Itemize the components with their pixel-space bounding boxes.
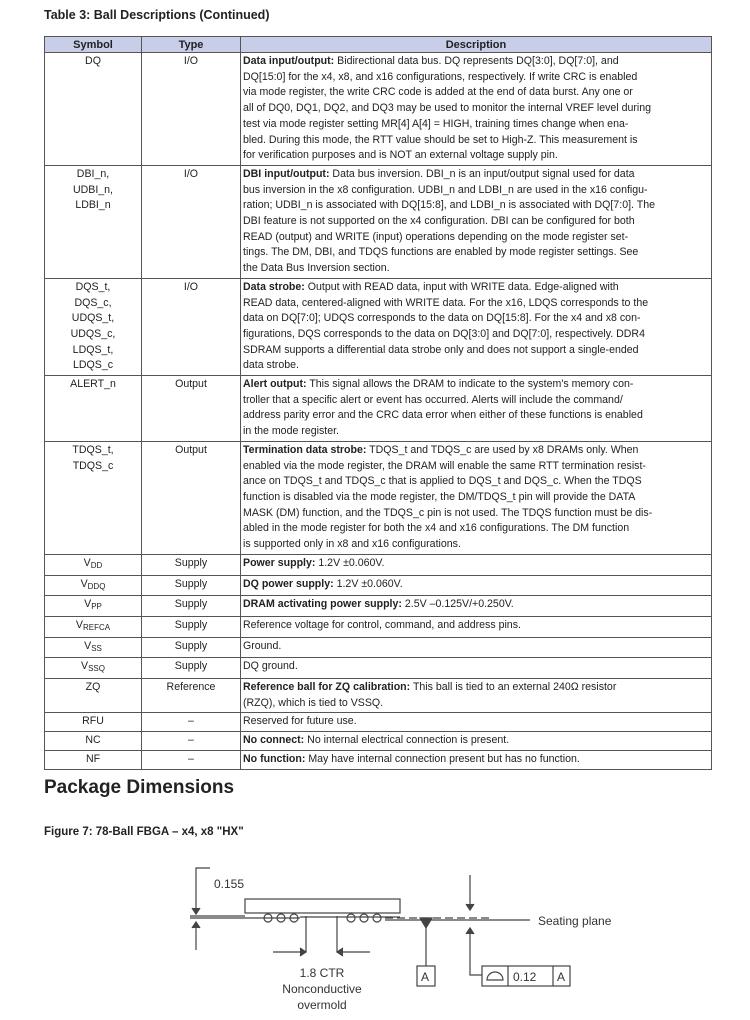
symbol-cell [45, 732, 142, 751]
type-cell: Supply [142, 554, 241, 575]
type-cell: – [142, 750, 241, 769]
symbol-subscript: DDQ [87, 581, 106, 591]
symbol-text: DQS_t, [75, 280, 111, 293]
description-line: is supported only in x8 and x16 configurations. [243, 538, 461, 551]
symbol-text: V [75, 618, 83, 631]
type-cell: I/O [142, 165, 241, 278]
type-cell: Reference [142, 679, 241, 713]
description-cell [241, 376, 712, 442]
description-line: test via mode register setting MR[4] A[4] = HIGH, training times change when ena- [243, 117, 629, 130]
type-cell: Output [142, 376, 241, 442]
description-line: the Data Bus Inversion section. [243, 262, 390, 275]
tolerance-value: 0.12 [513, 970, 537, 984]
symbol-text: LDBI_n [75, 199, 111, 212]
table-row [45, 750, 712, 769]
type-cell: – [142, 732, 241, 751]
description-line: DQ ground. [243, 660, 298, 673]
symbol-text: V [84, 639, 92, 652]
description-cell [241, 732, 712, 751]
datum-a: A [421, 970, 430, 984]
symbol-cell [45, 658, 142, 679]
dim-leader [196, 868, 210, 898]
table-row [45, 165, 712, 278]
symbol-cell [45, 679, 142, 713]
table-row [45, 575, 712, 596]
description-line: enabled via the mode register, the DRAM will enable the same RTT termination resist- [243, 459, 646, 472]
symbol-cell [45, 616, 142, 637]
description-line: function is disabled via the mode register, the DM/TDQS_t pin will provide the DATA [243, 490, 636, 503]
symbol-text: TDQS_t, [72, 443, 114, 456]
description-cell [241, 750, 712, 769]
header-symbol: Symbol [45, 37, 142, 53]
description-line: READ (output) and WRITE (input) operations depending on the mode register set- [243, 230, 629, 243]
symbol-text: DQS_c, [74, 296, 112, 309]
description-line: data on DQ[7:0]; UDQS corresponds to the data on DQ[15:8]. For the x4 and x8 con- [243, 312, 641, 325]
ball-descriptions-table [44, 36, 712, 770]
package-diagram [0, 860, 750, 1020]
type-cell: Supply [142, 596, 241, 617]
symbol-subscript: REFCA [82, 622, 111, 632]
symbol-subscript: PP [91, 602, 102, 612]
description-label: Data input/output: [243, 55, 335, 67]
package-body [245, 899, 400, 913]
type-cell: I/O [142, 53, 241, 166]
symbol-cell [45, 713, 142, 732]
symbol-text: ZQ [85, 681, 101, 694]
table-row [45, 732, 712, 751]
description-line: TDQS_t and TDQS_c are used by x8 DRAMs only. When [366, 443, 639, 456]
table-row [45, 441, 712, 554]
symbol-cell [45, 441, 142, 554]
table-row [45, 596, 712, 617]
description-line: This ball is tied to an external 240Ω resistor [410, 681, 617, 694]
symbol-text: LDQS_c [72, 359, 114, 372]
type-cell: Supply [142, 637, 241, 658]
table-row [45, 376, 712, 442]
overmold-label-2: overmold [297, 998, 347, 1012]
description-line: (RZQ), which is tied to VSSQ. [243, 696, 384, 709]
description-line: 1.2V ±0.060V. [333, 577, 403, 590]
description-label: Power supply: [243, 556, 316, 569]
description-line: Ground. [243, 639, 282, 652]
seating-plane-label: Seating plane [538, 914, 612, 928]
description-cell [241, 679, 712, 713]
description-cell [241, 165, 712, 278]
description-line: data strobe. [243, 359, 299, 372]
symbol-cell [45, 575, 142, 596]
ctr-label: 1.8 CTR [299, 966, 345, 980]
description-cell [241, 554, 712, 575]
description-cell [241, 616, 712, 637]
description-line: Reference voltage for control, command, and address pins. [243, 618, 521, 631]
symbol-text: LDQS_t, [72, 343, 114, 356]
header-description: Description [241, 37, 712, 53]
table-row [45, 637, 712, 658]
description-line: ance on TDQS_t and TDQS_c that is applied to DQS_t and DQS_c. When the TDQS [243, 475, 642, 488]
table-title: Table 3: Ball Descriptions (Continued) [44, 8, 270, 22]
table-row [45, 658, 712, 679]
description-cell [241, 713, 712, 732]
description-cell [241, 658, 712, 679]
description-label: No function: [243, 752, 306, 765]
header-type: Type [142, 37, 241, 53]
symbol-text: UDBI_n, [72, 183, 114, 196]
figure-title: Figure 7: 78-Ball FBGA – x4, x8 "HX" [44, 826, 244, 838]
description-line: in the mode register. [243, 425, 339, 438]
table-row [45, 713, 712, 732]
symbol-cell [45, 637, 142, 658]
type-cell: Supply [142, 616, 241, 637]
description-line: MASK (DM) function, and the TDQS_c pin is not used. The TDQS function must be dis- [243, 506, 653, 519]
symbol-text: V [83, 556, 91, 569]
symbol-cell [45, 165, 142, 278]
description-line: ration; UDBI_n is associated with DQ[15:8], and LDBI_n is associated with DQ[7:0]. The [243, 199, 655, 212]
tolerance-datum: A [557, 970, 566, 984]
description-line: READ data, centered-aligned with WRITE data. For the x16, LDQS corresponds to the [243, 296, 649, 309]
symbol-text: NC [85, 734, 101, 747]
description-line: for verification purposes and is NOT an external voltage supply pin. [243, 149, 558, 162]
description-line: 2.5V –0.125V/+0.250V. [401, 598, 514, 611]
description-cell [241, 53, 712, 166]
type-cell: Supply [142, 575, 241, 596]
description-label: Reference ball for ZQ calibration: [243, 681, 411, 694]
symbol-subscript: SS [91, 643, 102, 653]
symbol-text: UDQS_c, [70, 327, 116, 340]
symbol-text: DBI_n, [76, 167, 110, 180]
description-line: via mode register, the write CRC code is added at the end of data burst. Any one or [243, 86, 633, 99]
table-row [45, 53, 712, 166]
type-cell: Supply [142, 658, 241, 679]
symbol-cell [45, 554, 142, 575]
description-label: DQ power supply: [243, 577, 334, 590]
description-line: This signal allows the DRAM to indicate to the system's memory con- [306, 378, 634, 391]
type-cell: – [142, 713, 241, 732]
type-cell: Output [142, 441, 241, 554]
table-row [45, 679, 712, 713]
symbol-text: NF [85, 752, 101, 765]
description-cell [241, 441, 712, 554]
description-label: Termination data strobe: [243, 443, 367, 456]
symbol-text: RFU [82, 715, 104, 728]
description-line: bus inversion in the x8 configuration. UDBI_n and LDBI_n are used in the x16 configu- [243, 183, 648, 196]
description-line: tings. The DM, DBI, and TDQS functions are enabled by mode register settings. See [243, 246, 639, 259]
table-row [45, 554, 712, 575]
description-label: No connect: [243, 734, 305, 747]
symbol-text: UDQS_t, [71, 312, 115, 325]
description-cell [241, 575, 712, 596]
symbol-cell [45, 278, 142, 375]
symbol-cell [45, 596, 142, 617]
symbol-text: DQ [85, 55, 101, 67]
symbol-cell [45, 53, 142, 166]
description-cell [241, 596, 712, 617]
symbol-text: ALERT_n [70, 378, 116, 391]
overmold-label-1: Nonconductive [282, 982, 362, 996]
symbol-cell [45, 376, 142, 442]
description-line: figurations, DQS corresponds to the data on DQ[3:0] and DQ[7:0], respectively. DDR4 [243, 327, 645, 340]
table-row [45, 278, 712, 375]
description-line: 1.2V ±0.060V. [315, 556, 385, 569]
description-line: all of DQ0, DQ1, DQ2, and DQ3 may be used to monitor the internal VREF level during [243, 102, 652, 115]
description-line: troller that a specific alert or event has occurred. Alerts will include the command/ [243, 393, 623, 406]
type-cell: I/O [142, 278, 241, 375]
description-line: Output with READ data, input with WRITE data. Edge-aligned with [304, 280, 619, 293]
description-label: DRAM activating power supply: [243, 598, 402, 611]
symbol-text: TDQS_c [72, 459, 114, 472]
symbol-subscript: SSQ [88, 664, 105, 674]
description-label: Data strobe: [243, 280, 305, 293]
description-line: bled. During this mode, the RTT value should be set to High-Z. This measurement is [243, 133, 638, 146]
description-line: address parity error and the CRC data error when either of these functions is enabled [243, 409, 643, 422]
description-line: DQ[15:0] for the x4, x8, and x16 configurations, respectively. If write CRC is enabled [243, 70, 638, 83]
symbol-text: V [80, 577, 88, 590]
description-cell [241, 278, 712, 375]
description-label: DBI input/output: [243, 167, 330, 180]
dim-0155: 0.155 [214, 877, 245, 891]
profile-of-surface-icon [487, 972, 503, 980]
description-label: Alert output: [243, 378, 307, 391]
description-line: DBI feature is not supported on the x4 configuration. DBI can be configured for both [243, 215, 635, 228]
description-line: Bidirectional data bus. DQ represents DQ[3:0], DQ[7:0], and [334, 55, 619, 67]
symbol-subscript: DD [90, 560, 103, 570]
description-line: Reserved for future use. [243, 715, 357, 728]
symbol-text: V [84, 598, 92, 611]
section-heading: Package Dimensions [44, 777, 235, 798]
symbol-cell [45, 750, 142, 769]
description-cell [241, 637, 712, 658]
description-line: SDRAM supports a differential data strobe only and does not support a single-ended [243, 343, 639, 356]
description-line: No internal electrical connection is present. [304, 734, 510, 747]
symbol-text: V [81, 660, 89, 673]
description-line: abled in the mode register for both the x4 and x16 configurations. The DM function [243, 522, 630, 535]
description-line: Data bus inversion. DBI_n is an input/output signal used for data [329, 167, 635, 180]
table-row [45, 616, 712, 637]
description-line: May have internal connection present but has no function. [305, 752, 580, 765]
